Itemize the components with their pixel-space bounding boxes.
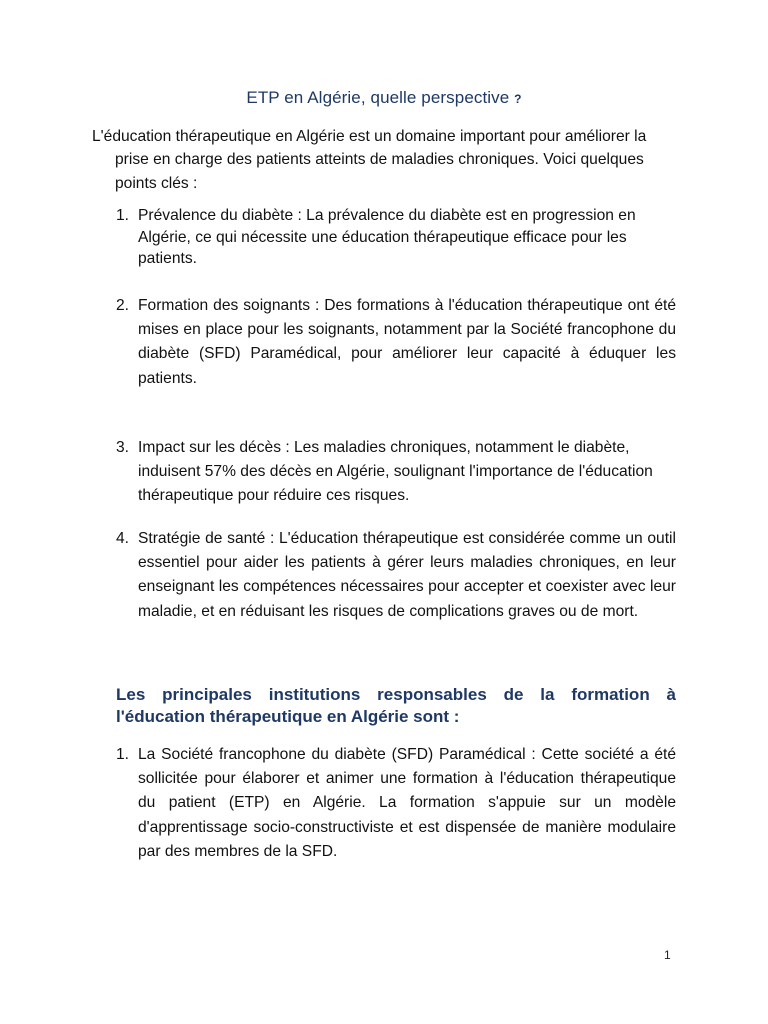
title-text: ETP en Algérie, quelle perspective [246,88,510,107]
intro-text: L'éducation thérapeutique en Algérie est un domaine important pour améliorer la prise en charge des patients atteints de maladies chroniques. Voici quelques points clés : [92,128,647,192]
list-number: 4. [116,530,130,547]
list-text: Stratégie de santé : L'éducation thérapeutique est considérée comme un outil essentiel pour aider les patients à gérer leurs maladies chroniques, en leur enseignant les compétences nécessaires pour accepter et coexister avec leur maladie, et en réduisant les risques de complications graves ou de mort. [138,530,676,620]
list-number: 2. [116,297,130,314]
list-number: 3. [116,439,130,456]
intro-paragraph [92,125,678,195]
list-item-point-4 [116,527,676,624]
list-item-point-1 [116,205,676,270]
list-text: La Société francophone du diabète (SFD) Paramédical : Cette société a été sollicitée pour élaborer et animer une formation à l'éducation thérapeutique du patient (ETP) en Algérie. La formation s'appuie sur un modèle d'apprentissage socio-constructiviste et est dispensée de manière modulaire par des membres de la SFD. [138,746,676,860]
title-question-mark: ? [514,92,522,106]
page-number: 1 [664,948,671,962]
list-text: Prévalence du diabète : La prévalence du diabète est en progression en Algérie, ce qui nécessite une éducation thérapeutique efficace pour les patients. [138,207,636,267]
list-number: 1. [116,207,130,224]
list-text: Impact sur les décès : Les maladies chroniques, notamment le diabète, induisent 57% des décès en Algérie, soulignant l'importance de l'éducation thérapeutique pour réduire ces risques. [138,439,653,505]
list-number: 1. [116,746,130,763]
list-item-institution-1 [116,743,676,864]
list-item-point-3 [116,436,676,509]
list-text: Formation des soignants : Des formations à l'éducation thérapeutique ont été mises en place pour les soignants, notamment par la Société francophone du diabète (SFD) Paramédical, pour améliorer leur capacité à éduquer les patients. [138,297,676,387]
document-title [0,88,768,108]
section-heading: Les principales institutions responsables de la formation à l'éducation thérapeutique en Algérie sont : [116,685,676,726]
list-item-point-2 [116,294,676,391]
